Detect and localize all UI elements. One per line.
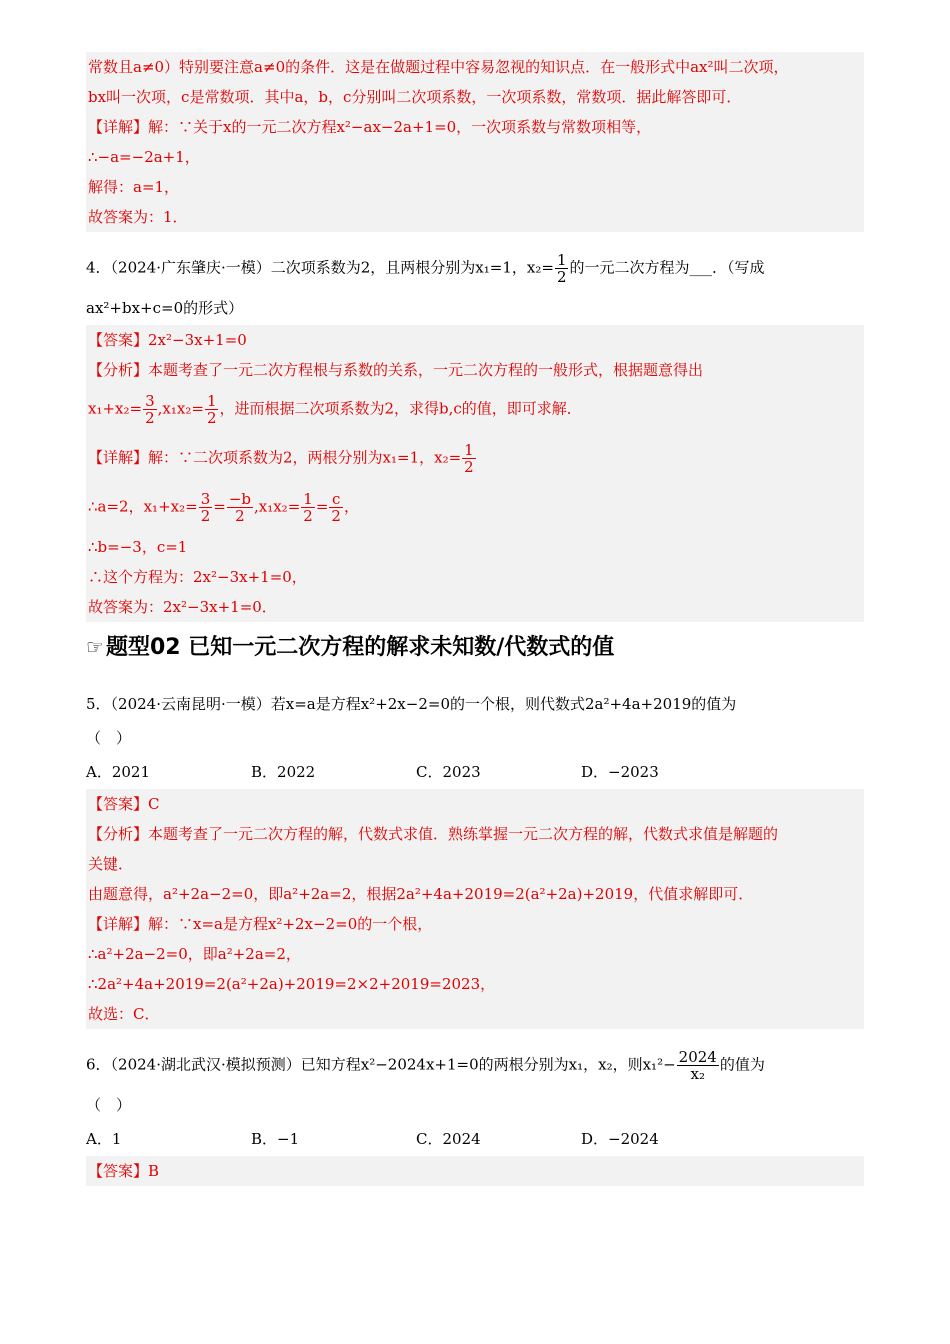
section-title: 题型02 已知一元二次方程的解求未知数/代数式的值 xyxy=(105,635,615,660)
q3-solution-box xyxy=(86,52,864,232)
q5-stem-line-2: （ ） xyxy=(86,729,132,747)
q4-stem-tail: 的一元二次方程为___．（写成 xyxy=(569,258,765,277)
q5-detail-line-4: 故选：C． xyxy=(88,1005,160,1023)
q6-stem-fraction: $\frac{2024}{\text{x₂}}$ xyxy=(678,1048,717,1083)
q4-analysis-line-1: 【分析】本题考查了一元二次方程根与系数的关系，一元二次方程的一般形式，根据题意得出 xyxy=(88,361,704,379)
q6-answer: 【答案】B xyxy=(88,1162,160,1180)
q6-stem-tail: 的值为 xyxy=(719,1055,765,1074)
q6-stem-text: 6．（2024·湖北武汉·模拟预测）已知方程x²−2024x+1=0的两根分别为x₁，x₂，则x₁²− xyxy=(86,1055,676,1074)
q5-detail-line-3: ∴2a²+4a+2019=2(a²+2a)+2019=2×2+2019=2023， xyxy=(88,975,496,993)
q5-analysis-line-1: 【分析】本题考查了一元二次方程的解，代数式求值．熟练掌握一元二次方程的解，代数式求值是解题的 xyxy=(88,825,779,843)
q4-detail-line-1: 【详解】解：∵二次项系数为2，两根分别为x₁=1，x₂= $\frac{1}{2}$ xyxy=(88,441,474,476)
q3-detail-line-1: 【详解】解：∵关于x的一元二次方程x²−ax−2a+1=0，一次项系数与常数项相等， xyxy=(88,118,652,136)
q4-detail-line-3: ∴b=−3，c=1 xyxy=(88,538,188,556)
q3-detail-line-2: ∴−a=−2a+1， xyxy=(88,148,200,166)
q5-option-c: C．2023 xyxy=(416,763,481,781)
q5-options xyxy=(86,755,864,789)
section-heading xyxy=(86,622,864,687)
q6-option-b: B．−1 xyxy=(251,1130,300,1148)
q4-analysis-line-2: x₁+x₂= $\frac{3}{2}$ ,x₁x₂= $\frac{1}{2}$ ，进而根据二次项系数为2，求得b,c的值，即可求解． xyxy=(88,392,582,427)
q4-detail-line-5: 故答案为：2x²−3x+1=0． xyxy=(88,598,277,616)
q3-detail-line-3: 解得：a=1， xyxy=(88,178,180,196)
q6-options xyxy=(86,1122,864,1156)
q6-solution-box xyxy=(86,1156,864,1186)
q5-stem-line-1: 5．（2024·云南昆明·一模）若x=a是方程x²+2x−2=0的一个根，则代数式2a²+4a+2019的值为 xyxy=(86,695,737,713)
q6-stem-line-1 xyxy=(86,1043,864,1088)
q4-stem-text: 4．（2024·广东肇庆·一模）二次项系数为2，且两根分别为x₁=1，x₂= xyxy=(86,258,554,277)
q5-analysis-line-3: 由题意得，a²+2a−2=0，即a²+2a=2，根据2a²+4a+2019=2(a²+2a)+2019，代值求解即可． xyxy=(88,885,754,903)
q4-solution-box xyxy=(86,325,864,622)
q6-option-c: C．2024 xyxy=(416,1130,481,1148)
q5-answer: 【答案】C xyxy=(88,795,160,813)
q5-detail-line-1: 【详解】解：∵x=a是方程x²+2x−2=0的一个根， xyxy=(88,915,433,933)
pointing-hand-icon: ☞ xyxy=(86,635,104,659)
q5-solution-box xyxy=(86,789,864,1029)
q5-option-a: A．2021 xyxy=(86,763,151,781)
q4-stem-line-1 xyxy=(86,246,864,291)
q5-option-b: B．2022 xyxy=(251,763,316,781)
q4-detail-line-4: ∴这个方程为：2x²−3x+1=0， xyxy=(88,568,307,586)
q4-answer: 【答案】2x²−3x+1=0 xyxy=(88,331,247,349)
q5-option-d: D．−2023 xyxy=(581,763,659,781)
q4-stem-fraction: $\frac{1}{2}$ xyxy=(556,251,567,286)
q3-analysis-line-1: 常数且a≠0）特别要注意a≠0的条件．这是在做题过程中容易忽视的知识点．在一般形式中ax²叫二次项， xyxy=(88,58,789,76)
q5-detail-line-2: ∴a²+2a−2=0，即a²+2a=2， xyxy=(88,945,301,963)
document-page xyxy=(86,52,864,1186)
q3-analysis-line-2: bx叫一次项，c是常数项．其中a，b，c分别叫二次项系数，一次项系数，常数项．据此解答即可． xyxy=(88,88,742,106)
q6-stem-line-2: （ ） xyxy=(86,1096,132,1114)
q4-detail-line-2: ∴a=2，x₁+x₂= $\frac{3}{2}$ = $\frac{-b}{2}$ ,x₁x₂= $\frac{1}{2}$ = $\frac{c}{2}$ ， xyxy=(88,490,359,525)
q5-analysis-line-2: 关键． xyxy=(88,855,134,873)
q4-stem-line-2: ax²+bx+c=0的形式） xyxy=(86,299,244,317)
q6-option-a: A．1 xyxy=(86,1130,122,1148)
q3-detail-line-4: 故答案为：1． xyxy=(88,208,188,226)
q6-option-d: D．−2024 xyxy=(581,1130,659,1148)
